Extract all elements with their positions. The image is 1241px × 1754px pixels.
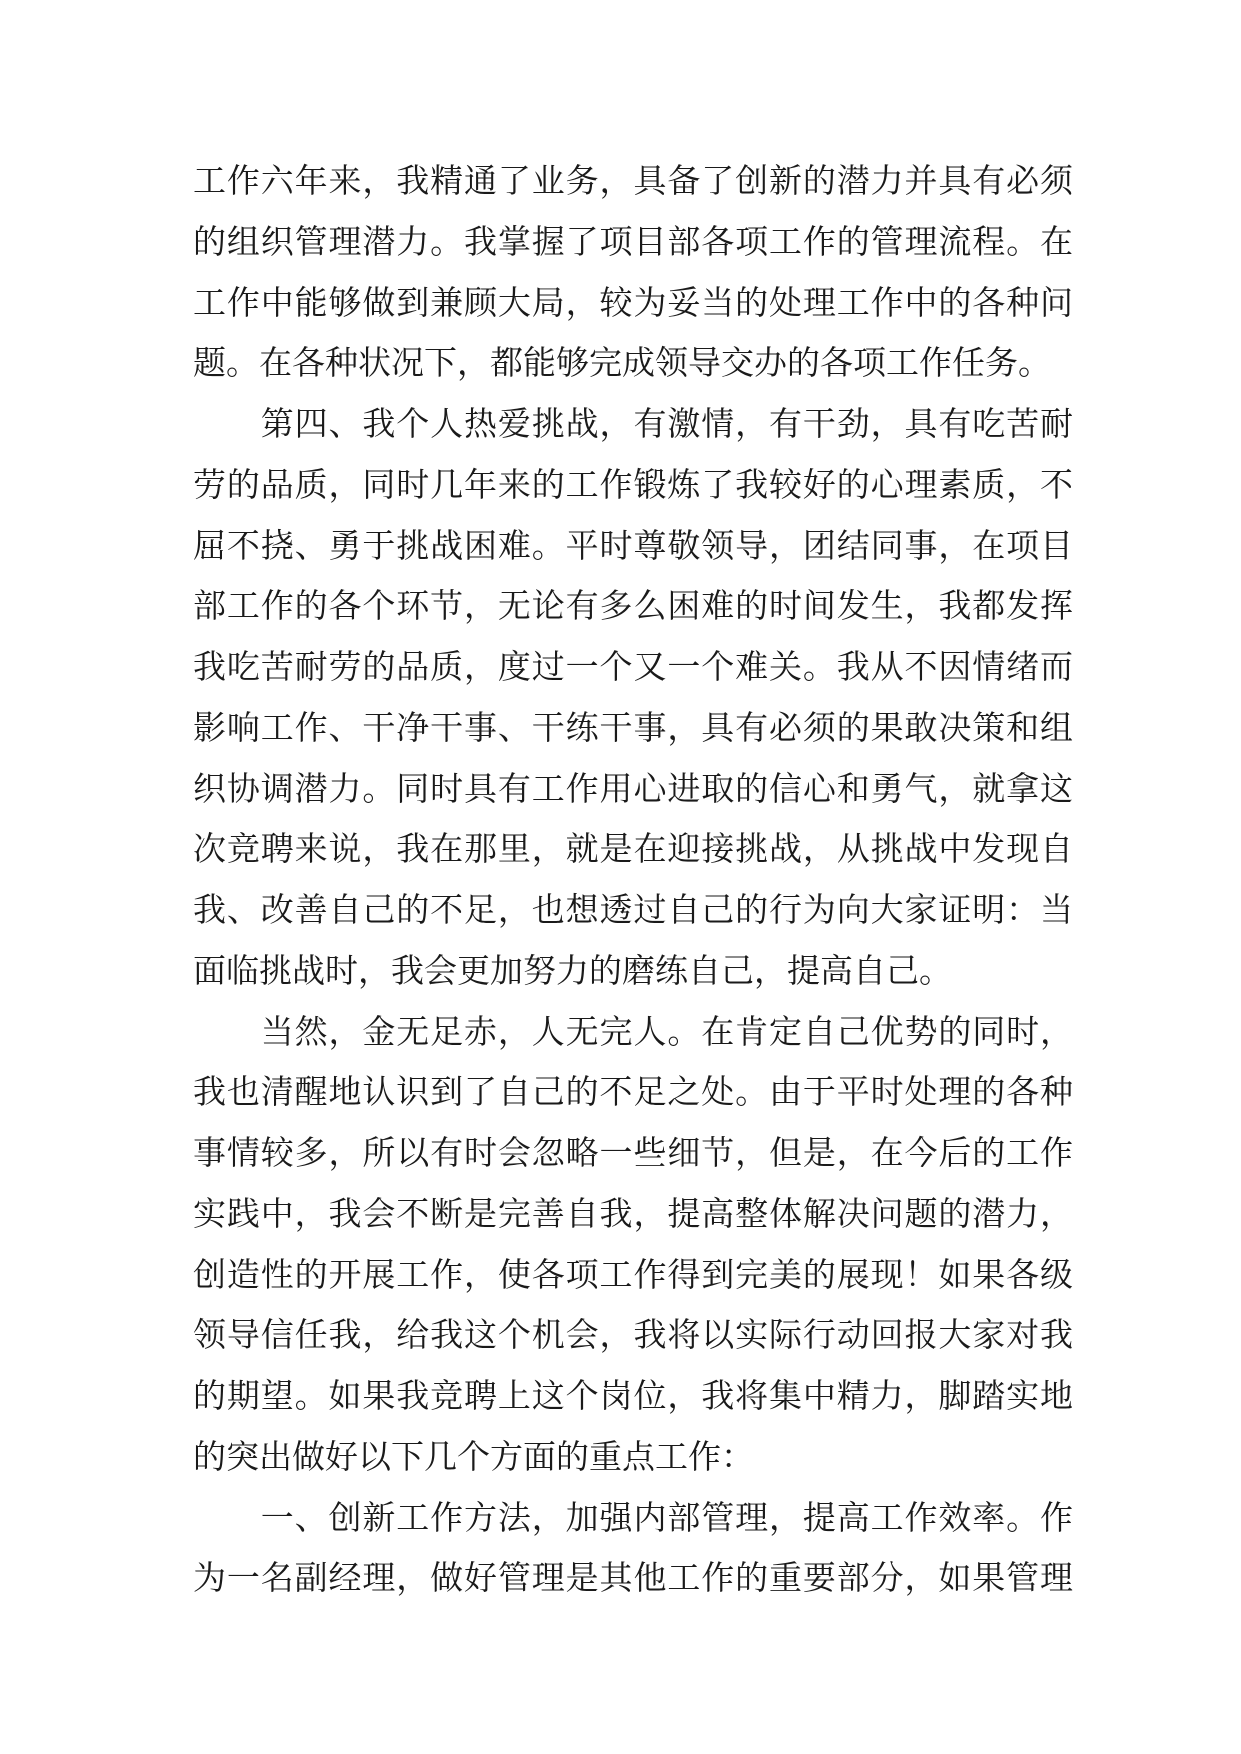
text-line: 次竞聘来说，我在那里，就是在迎接挑战，从挑战中发现自: [193, 829, 1073, 869]
text-line: 的突出做好以下几个方面的重点工作：: [193, 1436, 754, 1476]
text-line: 题。在各种状况下，都能够完成领导交办的各项工作任务。: [193, 343, 1051, 383]
text-line: 工作中能够做到兼顾大局，较为妥当的处理工作中的各种问: [193, 282, 1073, 322]
text-line: 影响工作、干净干事、干练干事，具有必须的果敢决策和组: [193, 707, 1073, 747]
text-line: 实践中，我会不断是完善自我，提高整体解决问题的潜力，: [193, 1193, 1073, 1233]
text-line: 我也清醒地认识到了自己的不足之处。由于平时处理的各种: [193, 1072, 1073, 1112]
text-line: 领导信任我，给我这个机会，我将以实际行动回报大家对我: [193, 1315, 1073, 1355]
text-line: 的组织管理潜力。我掌握了项目部各项工作的管理流程。在: [193, 221, 1073, 261]
text-line: 我、改善自己的不足，也想透过自己的行为向大家证明：当: [193, 890, 1073, 929]
text-line: 部工作的各个环节，无论有多么困难的时间发生，我都发挥: [193, 586, 1073, 626]
text-line: 织协调潜力。同时具有工作用心进取的信心和勇气，就拿这: [193, 768, 1073, 808]
text-line: 屈不挠、勇于挑战困难。平时尊敬领导，团结同事，在项目: [193, 525, 1073, 565]
text-line: 创造性的开展工作，使各项工作得到完美的展现！如果各级: [193, 1254, 1073, 1294]
text-line: 一、创新工作方法，加强内部管理，提高工作效率。作: [193, 1497, 1073, 1537]
text-line: 面临挑战时，我会更加努力的磨练自己，提高自己。: [193, 950, 952, 990]
text-line: 劳的品质，同时几年来的工作锻炼了我较好的心理素质，不: [193, 464, 1073, 504]
text-line: 第四、我个人热爱挑战，有激情，有干劲，具有吃苦耐: [193, 404, 1073, 443]
text-line: 为一名副经理，做好管理是其他工作的重要部分，如果管理: [193, 1558, 1073, 1598]
text-line: 的期望。如果我竞聘上这个岗位，我将集中精力，脚踏实地: [193, 1376, 1073, 1415]
body-text: [193, 151, 1073, 1609]
text-line: 工作六年来，我精通了业务，具备了创新的潜力并具有必须: [193, 161, 1073, 200]
text-line: 当然，金无足赤，人无完人。在肯定自己优势的同时，: [193, 1011, 1073, 1051]
text-line: 事情较多，所以有时会忽略一些细节，但是，在今后的工作: [193, 1133, 1073, 1172]
text-line: 我吃苦耐劳的品质，度过一个又一个难关。我从不因情绪而: [193, 647, 1073, 686]
